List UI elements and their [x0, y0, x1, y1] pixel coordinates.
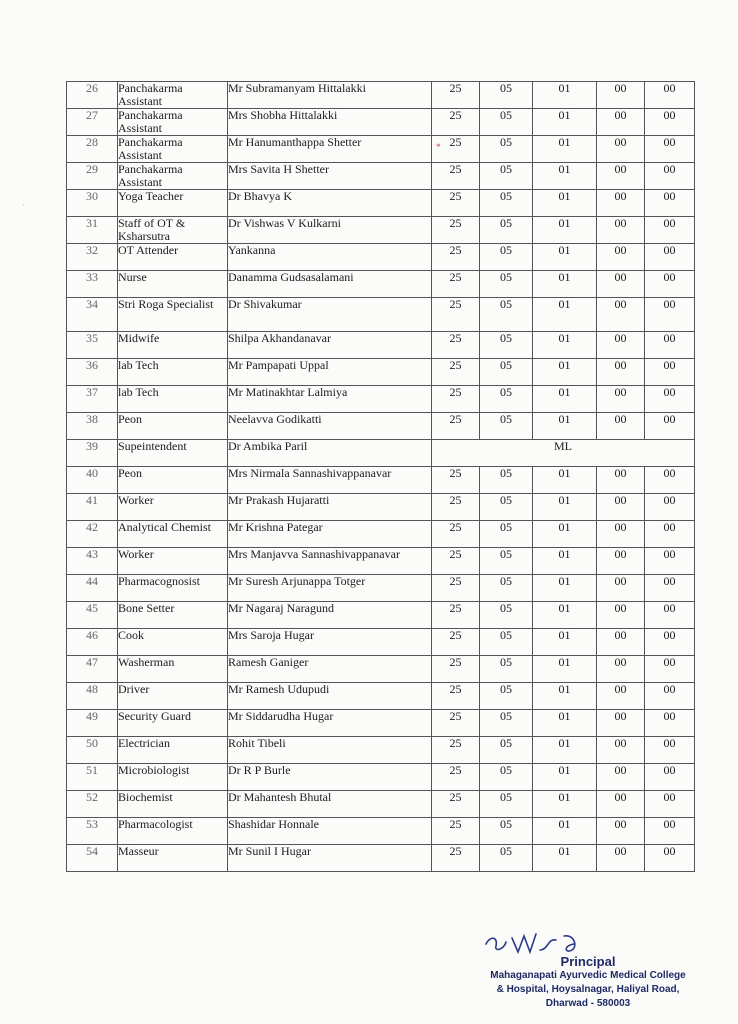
count-cell-2: 05 [480, 163, 533, 190]
count-cell-2: 05 [480, 602, 533, 629]
designation-cell: lab Tech [118, 359, 228, 386]
count-cell-2: 05 [480, 136, 533, 163]
table-row [67, 413, 695, 440]
count-cell-1: 25 [432, 494, 480, 521]
count-cell-1: 25 [432, 710, 480, 737]
count-cell-2: 05 [480, 494, 533, 521]
college-address: & Hospital, Hoysalnagar, Haliyal Road, [496, 984, 680, 995]
designation-cell: Peon [118, 413, 228, 440]
count-cell-2: 05 [480, 109, 533, 136]
designation-cell: Staff of OT & Ksharsutra [118, 217, 228, 244]
serial-number-cell: 48 [67, 683, 118, 710]
designation-cell: Bone Setter [118, 602, 228, 629]
count-cell-1: 25 [432, 602, 480, 629]
count-cell-1: 25 [432, 163, 480, 190]
designation-cell: Supeintendent [118, 440, 228, 467]
count-cell-1: 25 [432, 845, 480, 872]
count-cell-3: 01 [533, 575, 597, 602]
count-cell-3: 01 [533, 737, 597, 764]
serial-number-cell: 30 [67, 190, 118, 217]
count-cell-2: 05 [480, 82, 533, 109]
table-row [67, 521, 695, 548]
leave-status-cell: ML [432, 440, 695, 467]
count-cell-5: 00 [645, 656, 695, 683]
staff-name-cell: Mrs Manjavva Sannashivappanavar [228, 548, 432, 575]
table-row [67, 818, 695, 845]
designation-cell: Midwife [118, 332, 228, 359]
serial-number-cell: 42 [67, 521, 118, 548]
table-row [67, 440, 695, 467]
serial-number-cell: 49 [67, 710, 118, 737]
count-cell-1: 25 [432, 548, 480, 575]
table-row [67, 271, 695, 298]
count-cell-5: 00 [645, 298, 695, 332]
ink-mark: * [436, 142, 441, 152]
serial-number-cell: 47 [67, 656, 118, 683]
staff-name-cell: Danamma Gudsasalamani [228, 271, 432, 298]
count-cell-3: 01 [533, 271, 597, 298]
count-cell-4: 00 [597, 386, 645, 413]
count-cell-2: 05 [480, 764, 533, 791]
staff-name-cell: Mr Subramanyam Hittalakki [228, 82, 432, 109]
count-cell-3: 01 [533, 413, 597, 440]
serial-number-cell: 26 [67, 82, 118, 109]
table-row [67, 683, 695, 710]
count-cell-4: 00 [597, 298, 645, 332]
table-row [67, 710, 695, 737]
count-cell-2: 05 [480, 298, 533, 332]
count-cell-5: 00 [645, 190, 695, 217]
count-cell-3: 01 [533, 163, 597, 190]
staff-name-cell: Yankanna [228, 244, 432, 271]
scan-speck: · [22, 200, 25, 210]
staff-name-cell: Dr Vishwas V Kulkarni [228, 217, 432, 244]
serial-number-cell: 37 [67, 386, 118, 413]
table-row [67, 190, 695, 217]
count-cell-5: 00 [645, 332, 695, 359]
staff-name-cell: Mr Nagaraj Naragund [228, 602, 432, 629]
count-cell-1: 25 [432, 575, 480, 602]
count-cell-5: 00 [645, 683, 695, 710]
serial-number-cell: 27 [67, 109, 118, 136]
count-cell-5: 00 [645, 521, 695, 548]
staff-name-cell: Dr R P Burle [228, 764, 432, 791]
count-cell-4: 00 [597, 575, 645, 602]
designation-cell: Washerman [118, 656, 228, 683]
count-cell-1: 25 [432, 136, 480, 163]
count-cell-2: 05 [480, 521, 533, 548]
table-row [67, 136, 695, 163]
count-cell-2: 05 [480, 244, 533, 271]
designation-cell: Panchakarma Assistant [118, 109, 228, 136]
count-cell-3: 01 [533, 190, 597, 217]
count-cell-5: 00 [645, 818, 695, 845]
count-cell-3: 01 [533, 82, 597, 109]
count-cell-5: 00 [645, 109, 695, 136]
serial-number-cell: 43 [67, 548, 118, 575]
serial-number-cell: 52 [67, 791, 118, 818]
count-cell-4: 00 [597, 109, 645, 136]
count-cell-2: 05 [480, 467, 533, 494]
count-cell-4: 00 [597, 548, 645, 575]
count-cell-4: 00 [597, 413, 645, 440]
serial-number-cell: 28 [67, 136, 118, 163]
staff-name-cell: Mr Sunil I Hugar [228, 845, 432, 872]
count-cell-2: 05 [480, 737, 533, 764]
count-cell-5: 00 [645, 413, 695, 440]
college-city: Dharwad - 580003 [545, 998, 631, 1009]
count-cell-5: 00 [645, 82, 695, 109]
count-cell-4: 00 [597, 332, 645, 359]
count-cell-2: 05 [480, 271, 533, 298]
count-cell-1: 25 [432, 190, 480, 217]
count-cell-2: 05 [480, 548, 533, 575]
count-cell-2: 05 [480, 217, 533, 244]
count-cell-3: 01 [533, 710, 597, 737]
count-cell-5: 00 [645, 386, 695, 413]
table-body [67, 82, 695, 872]
count-cell-4: 00 [597, 629, 645, 656]
serial-number-cell: 44 [67, 575, 118, 602]
count-cell-4: 00 [597, 467, 645, 494]
count-cell-5: 00 [645, 845, 695, 872]
table-row [67, 332, 695, 359]
count-cell-1: 25 [432, 683, 480, 710]
table-row [67, 386, 695, 413]
table-row [67, 548, 695, 575]
staff-name-cell: Dr Mahantesh Bhutal [228, 791, 432, 818]
count-cell-2: 05 [480, 413, 533, 440]
count-cell-3: 01 [533, 217, 597, 244]
count-cell-4: 00 [597, 845, 645, 872]
count-cell-3: 01 [533, 136, 597, 163]
designation-cell: Cook [118, 629, 228, 656]
table-row [67, 359, 695, 386]
count-cell-3: 01 [533, 791, 597, 818]
count-cell-1: 25 [432, 656, 480, 683]
staff-name-cell: Mr Hanumanthappa Shetter [228, 136, 432, 163]
staff-name-cell: Rohit Tibeli [228, 737, 432, 764]
staff-name-cell: Mr Suresh Arjunappa Totger [228, 575, 432, 602]
count-cell-2: 05 [480, 656, 533, 683]
count-cell-1: 25 [432, 818, 480, 845]
count-cell-5: 00 [645, 791, 695, 818]
staff-name-cell: Mr Ramesh Udupudi [228, 683, 432, 710]
designation-cell: Panchakarma Assistant [118, 163, 228, 190]
staff-name-cell: Mrs Shobha Hittalakki [228, 109, 432, 136]
serial-number-cell: 32 [67, 244, 118, 271]
designation-cell: Electrician [118, 737, 228, 764]
count-cell-1: 25 [432, 737, 480, 764]
count-cell-3: 01 [533, 109, 597, 136]
count-cell-4: 00 [597, 764, 645, 791]
staff-name-cell: Mr Pampapati Uppal [228, 359, 432, 386]
count-cell-5: 00 [645, 467, 695, 494]
count-cell-4: 00 [597, 791, 645, 818]
table-row [67, 656, 695, 683]
count-cell-4: 00 [597, 521, 645, 548]
count-cell-4: 00 [597, 494, 645, 521]
count-cell-1: 25 [432, 217, 480, 244]
serial-number-cell: 53 [67, 818, 118, 845]
table-row [67, 467, 695, 494]
table-row [67, 217, 695, 244]
count-cell-3: 01 [533, 845, 597, 872]
designation-cell: Yoga Teacher [118, 190, 228, 217]
count-cell-5: 00 [645, 602, 695, 629]
count-cell-1: 25 [432, 764, 480, 791]
staff-name-cell: Dr Bhavya K [228, 190, 432, 217]
table-row [67, 791, 695, 818]
count-cell-4: 00 [597, 217, 645, 244]
designation-cell: Pharmacognosist [118, 575, 228, 602]
count-cell-3: 01 [533, 548, 597, 575]
serial-number-cell: 29 [67, 163, 118, 190]
count-cell-1: 25 [432, 298, 480, 332]
designation-cell: OT Attender [118, 244, 228, 271]
count-cell-1: 25 [432, 332, 480, 359]
staff-name-cell: Mrs Savita H Shetter [228, 163, 432, 190]
serial-number-cell: 51 [67, 764, 118, 791]
designation-cell: lab Tech [118, 386, 228, 413]
count-cell-5: 00 [645, 575, 695, 602]
count-cell-3: 01 [533, 467, 597, 494]
count-cell-1: 25 [432, 413, 480, 440]
principal-title: Principal [560, 954, 616, 969]
count-cell-3: 01 [533, 521, 597, 548]
count-cell-5: 00 [645, 163, 695, 190]
count-cell-2: 05 [480, 683, 533, 710]
count-cell-4: 00 [597, 656, 645, 683]
count-cell-4: 00 [597, 602, 645, 629]
count-cell-2: 05 [480, 629, 533, 656]
count-cell-2: 05 [480, 845, 533, 872]
count-cell-3: 01 [533, 298, 597, 332]
count-cell-2: 05 [480, 710, 533, 737]
designation-cell: Microbiologist [118, 764, 228, 791]
table-row [67, 244, 695, 271]
count-cell-4: 00 [597, 710, 645, 737]
count-cell-3: 01 [533, 332, 597, 359]
count-cell-1: 25 [432, 467, 480, 494]
count-cell-4: 00 [597, 82, 645, 109]
staff-name-cell: Dr Ambika Paril [228, 440, 432, 467]
count-cell-4: 00 [597, 163, 645, 190]
serial-number-cell: 40 [67, 467, 118, 494]
table-row [67, 764, 695, 791]
staff-name-cell: Neelavva Godikatti [228, 413, 432, 440]
count-cell-1: 25 [432, 791, 480, 818]
serial-number-cell: 46 [67, 629, 118, 656]
serial-number-cell: 33 [67, 271, 118, 298]
count-cell-4: 00 [597, 190, 645, 217]
count-cell-2: 05 [480, 791, 533, 818]
count-cell-3: 01 [533, 683, 597, 710]
count-cell-1: 25 [432, 244, 480, 271]
designation-cell: Security Guard [118, 710, 228, 737]
count-cell-4: 00 [597, 818, 645, 845]
designation-cell: Panchakarma Assistant [118, 136, 228, 163]
count-cell-1: 25 [432, 109, 480, 136]
count-cell-4: 00 [597, 683, 645, 710]
count-cell-5: 00 [645, 136, 695, 163]
serial-number-cell: 45 [67, 602, 118, 629]
count-cell-3: 01 [533, 359, 597, 386]
staff-name-cell: Mr Siddarudha Hugar [228, 710, 432, 737]
serial-number-cell: 50 [67, 737, 118, 764]
count-cell-3: 01 [533, 386, 597, 413]
count-cell-5: 00 [645, 737, 695, 764]
table-row [67, 602, 695, 629]
staff-name-cell: Shilpa Akhandanavar [228, 332, 432, 359]
staff-name-cell: Dr Shivakumar [228, 298, 432, 332]
count-cell-3: 01 [533, 244, 597, 271]
table-row [67, 109, 695, 136]
serial-number-cell: 34 [67, 298, 118, 332]
count-cell-5: 00 [645, 217, 695, 244]
count-cell-2: 05 [480, 332, 533, 359]
count-cell-5: 00 [645, 244, 695, 271]
count-cell-5: 00 [645, 494, 695, 521]
staff-name-cell: Shashidar Honnale [228, 818, 432, 845]
count-cell-5: 00 [645, 629, 695, 656]
table-row [67, 298, 695, 332]
count-cell-4: 00 [597, 136, 645, 163]
count-cell-5: 00 [645, 271, 695, 298]
count-cell-3: 01 [533, 764, 597, 791]
designation-cell: Biochemist [118, 791, 228, 818]
count-cell-3: 01 [533, 818, 597, 845]
count-cell-4: 00 [597, 244, 645, 271]
count-cell-3: 01 [533, 602, 597, 629]
designation-cell: Panchakarma Assistant [118, 82, 228, 109]
designation-cell: Worker [118, 494, 228, 521]
table-row [67, 737, 695, 764]
staff-name-cell: Mr Krishna Pategar [228, 521, 432, 548]
count-cell-4: 00 [597, 359, 645, 386]
serial-number-cell: 31 [67, 217, 118, 244]
designation-cell: Peon [118, 467, 228, 494]
table-row [67, 845, 695, 872]
serial-number-cell: 36 [67, 359, 118, 386]
staff-attendance-table [66, 81, 695, 872]
college-name: Mahaganapati Ayurvedic Medical College [490, 970, 686, 981]
staff-name-cell: Mrs Nirmala Sannashivappanavar [228, 467, 432, 494]
designation-cell: Pharmacologist [118, 818, 228, 845]
designation-cell: Stri Roga Specialist [118, 298, 228, 332]
table-row [67, 494, 695, 521]
staff-name-cell: Mrs Saroja Hugar [228, 629, 432, 656]
serial-number-cell: 35 [67, 332, 118, 359]
designation-cell: Nurse [118, 271, 228, 298]
count-cell-3: 01 [533, 656, 597, 683]
count-cell-5: 00 [645, 764, 695, 791]
count-cell-1: 25 [432, 521, 480, 548]
count-cell-2: 05 [480, 818, 533, 845]
count-cell-1: 25 [432, 82, 480, 109]
count-cell-5: 00 [645, 359, 695, 386]
designation-cell: Worker [118, 548, 228, 575]
designation-cell: Masseur [118, 845, 228, 872]
staff-name-cell: Mr Matinakhtar Lalmiya [228, 386, 432, 413]
count-cell-2: 05 [480, 386, 533, 413]
count-cell-2: 05 [480, 359, 533, 386]
count-cell-4: 00 [597, 737, 645, 764]
count-cell-2: 05 [480, 190, 533, 217]
table-row [67, 163, 695, 190]
count-cell-1: 25 [432, 359, 480, 386]
table-row [67, 629, 695, 656]
serial-number-cell: 54 [67, 845, 118, 872]
serial-number-cell: 41 [67, 494, 118, 521]
principal-signature-block [458, 928, 718, 1011]
count-cell-1: 25 [432, 629, 480, 656]
serial-number-cell: 39 [67, 440, 118, 467]
count-cell-3: 01 [533, 494, 597, 521]
designation-cell: Analytical Chemist [118, 521, 228, 548]
table-row [67, 575, 695, 602]
designation-cell: Driver [118, 683, 228, 710]
count-cell-2: 05 [480, 575, 533, 602]
count-cell-1: 25 [432, 386, 480, 413]
table-row [67, 82, 695, 109]
count-cell-4: 00 [597, 271, 645, 298]
serial-number-cell: 38 [67, 413, 118, 440]
count-cell-5: 00 [645, 548, 695, 575]
count-cell-3: 01 [533, 629, 597, 656]
staff-name-cell: Ramesh Ganiger [228, 656, 432, 683]
staff-name-cell: Mr Prakash Hujaratti [228, 494, 432, 521]
count-cell-5: 00 [645, 710, 695, 737]
count-cell-1: 25 [432, 271, 480, 298]
